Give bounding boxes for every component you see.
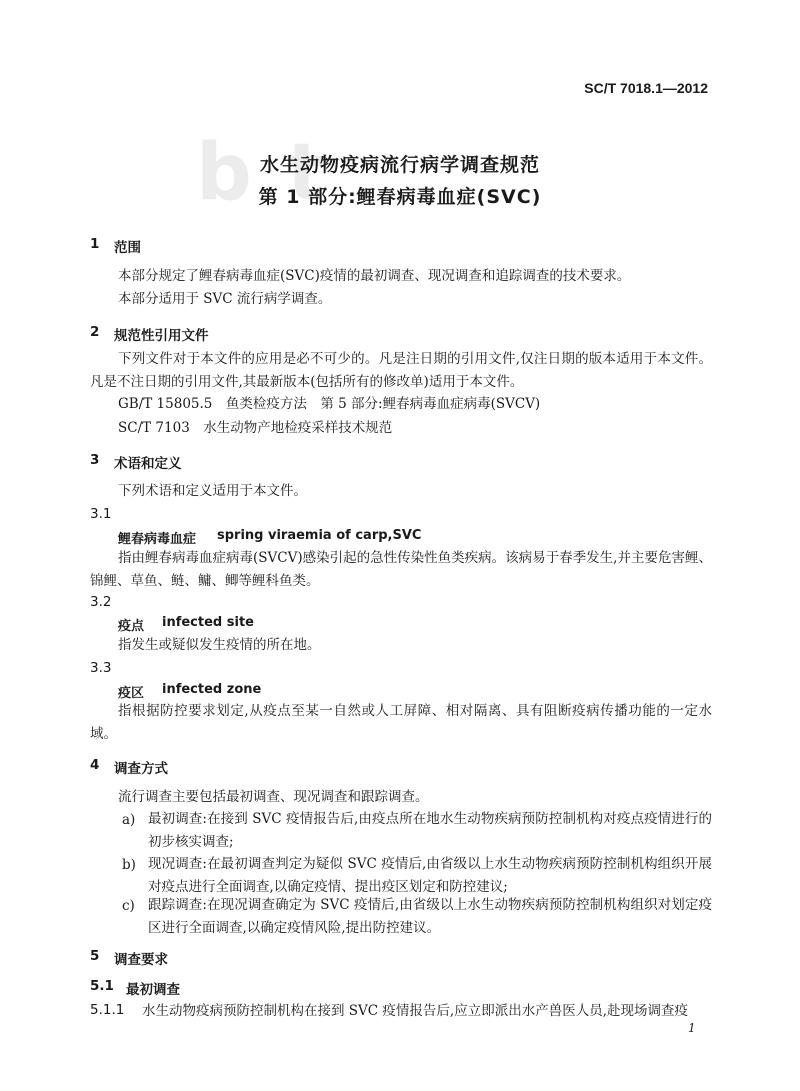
section-3-intro: 下列术语和定义适用于本文件。	[118, 483, 307, 499]
term-number: 3.2	[90, 594, 112, 610]
page-number: 1	[688, 1021, 696, 1035]
term-definition: 指发生或疑似发生疫情的所在地。	[118, 637, 321, 653]
term-chinese: 鲤春病毒血症	[118, 532, 197, 547]
section-5-heading: 调查要求	[114, 952, 168, 968]
list-item-text: 现况调查:在最初调查判定为疑似 SVC 疫情后,由省级以上水生动物疾病预防控制机构组织开展对疫点进行全面调查,以确定疫情、提出疫区划定和防控建议;	[148, 856, 712, 895]
section-4-number: 4	[90, 757, 100, 773]
section-2-heading: 规范性引用文件	[114, 328, 209, 344]
list-item-label: a)	[122, 812, 136, 828]
term-definition: 指根据防控要求划定,从疫点至某一自然或人工屏障、相对隔离、具有阻断疫病传播功能的一定水域。	[90, 703, 712, 742]
list-item-label: c)	[122, 898, 135, 914]
term-english: infected site	[162, 615, 254, 630]
subsection-text: 水生动物疫病预防控制机构在接到 SVC 疫情报告后,应立即派出水产兽医人员,赴现场调查疫	[142, 1003, 688, 1019]
list-item-label: b)	[122, 857, 136, 873]
list-item-text: 跟踪调查:在现况调查确定为 SVC 疫情后,由省级以上水生动物疾病预防控制机构组织对划定疫区进行全面调查,以确定疫情风险,提出防控建议。	[148, 897, 712, 936]
section-2-number: 2	[90, 324, 100, 340]
subsection-number: 5.1	[90, 978, 114, 994]
term-english: infected zone	[162, 682, 262, 697]
term-number: 3.3	[90, 660, 112, 676]
subsection-number: 5.1.1	[90, 1002, 125, 1018]
list-item-text: 最初调查:在接到 SVC 疫情报告后,由疫点所在地水生动物疾病预防控制机构对疫点疫情进行的初步核实调查;	[148, 811, 712, 850]
term-number: 3.1	[90, 506, 112, 522]
term-english: spring viraemia of carp,SVC	[217, 528, 422, 543]
standard-code: SC/T 7018.1—2012	[584, 80, 708, 96]
term-chinese: 疫点	[118, 619, 145, 634]
section-1-number: 1	[90, 236, 100, 252]
section-3-number: 3	[90, 452, 100, 468]
section-2-paragraph: 下列文件对于本文件的应用是必不可少的。凡是注日期的引用文件,仅注日期的版本适用于本文件。凡是不注日期的引用文件,其最新版本(包括所有的修改单)适用于本文件。	[90, 351, 712, 390]
section-1-heading: 范围	[114, 240, 141, 256]
section-4-intro: 流行调查主要包括最初调查、现况调查和跟踪调查。	[118, 789, 429, 805]
section-4-heading: 调查方式	[114, 761, 168, 777]
normative-reference: GB/T 15805.5 鱼类检疫方法 第 5 部分:鲤春病毒血症病毒(SVCV)	[118, 396, 541, 412]
subsection-heading: 最初调查	[126, 982, 180, 998]
term-chinese: 疫区	[118, 686, 145, 701]
section-3-heading: 术语和定义	[114, 456, 182, 472]
document-subtitle: 第 1 部分:鲤春病毒血症(SVC)	[258, 186, 542, 208]
normative-reference: SC/T 7103 水生动物产地检疫采样技术规范	[118, 420, 393, 436]
section-5-number: 5	[90, 948, 100, 964]
section-1-paragraph: 本部分适用于 SVC 流行病学调查。	[118, 291, 332, 307]
document-title: 水生动物疫病流行病学调查规范	[259, 154, 540, 176]
section-1-paragraph: 本部分规定了鲤春病毒血症(SVC)疫情的最初调查、现况调查和追踪调查的技术要求。	[118, 268, 631, 284]
term-definition: 指由鲤春病毒血症病毒(SVCV)感染引起的急性传染性鱼类疾病。该病易于春季发生,并主要危害鲤、锦鲤、草鱼、鲢、鳙、鲫等鲤科鱼类。	[90, 550, 712, 589]
watermark: b t	[196, 128, 329, 218]
